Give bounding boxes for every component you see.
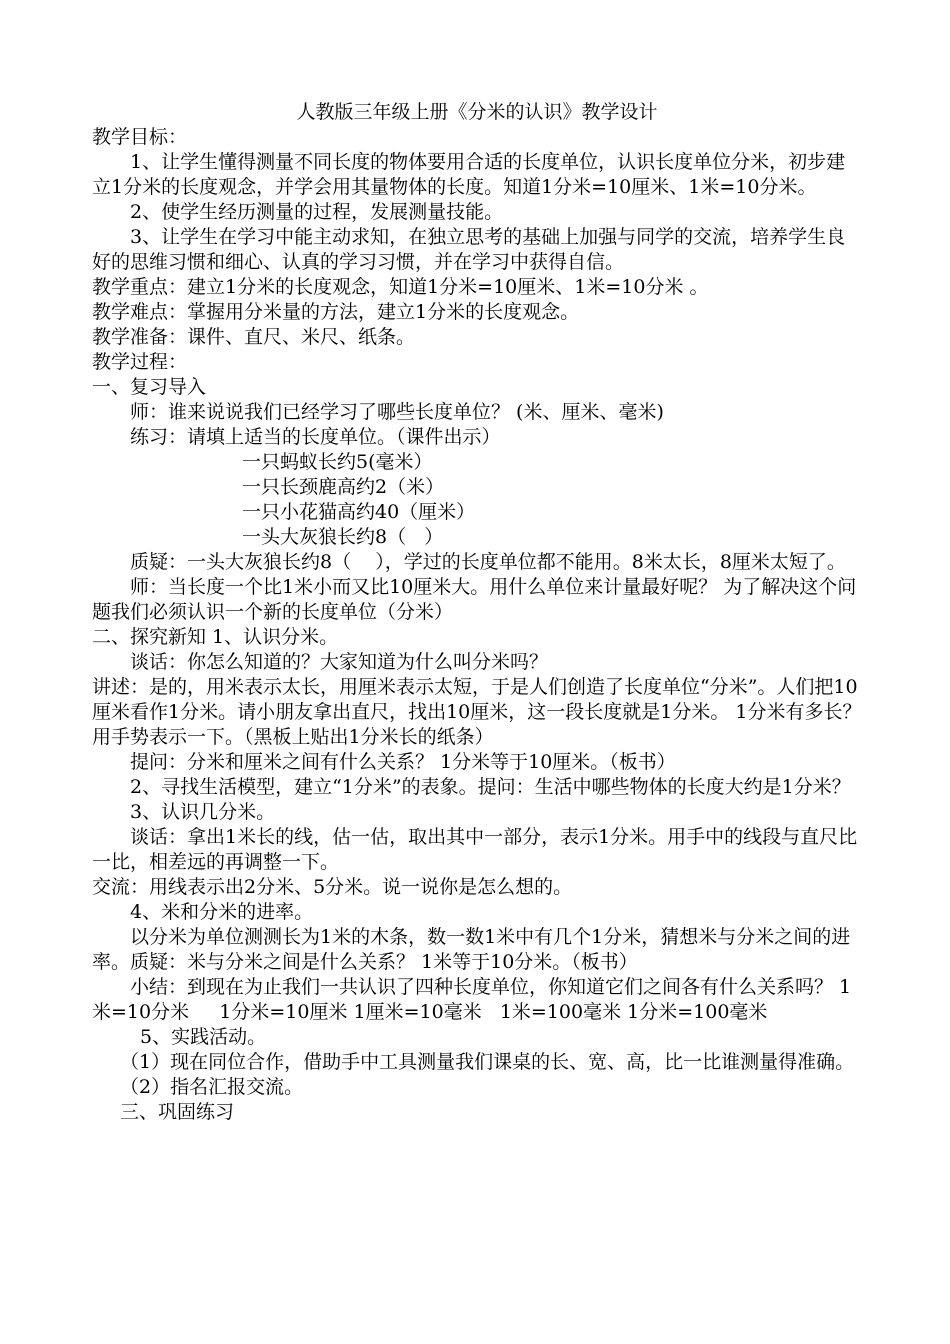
paragraph: 5、实践活动。 — [140, 1026, 267, 1048]
paragraph: 4、米和分米的进率。 — [130, 901, 314, 923]
paragraph: 谈话：你怎么知道的？大家知道为什么叫分米吗？ — [130, 651, 549, 673]
paragraph: 2、使学生经历测量的过程，发展测量技能。 — [130, 201, 504, 223]
paragraph: 教学难点：掌握用分米量的方法，建立1分米的长度观念。 — [92, 301, 580, 323]
paragraph: 师：谁来说说我们已经学习了哪些长度单位？ (米、厘米、毫米) — [130, 401, 664, 423]
paragraph: 2、寻找生活模型，建立“1分米”的表象。提问：生活中哪些物体的长度大约是1分米？ — [130, 776, 851, 798]
paragraph: （2）指名汇报交流。 — [120, 1076, 304, 1098]
section-heading: 三、巩固练习 — [120, 1101, 235, 1123]
document-title: 人教版三年级上册《分米的认识》教学设计 — [296, 101, 658, 123]
paragraph: 练习：请填上适当的长度单位。（课件出示） — [130, 426, 501, 448]
exercise-line: 一只小花猫高约40（厘米） — [242, 501, 476, 523]
paragraph: 教学准备：课件、直尺、米尺、纸条。 — [92, 326, 416, 348]
paragraph: 质疑：一头大灰狼长约8（ ），学过的长度单位都不能用。8米太长，8厘米太短了。 — [130, 551, 846, 573]
section-heading: 教学目标： — [92, 126, 188, 148]
paragraph: 小结：到现在为止我们一共认识了四种长度单位，你知道它们之间各有什么关系吗？ 1米=10分米 1分米=10厘米 1厘米=10毫米 1米=100毫米 1分米=100毫米 — [92, 976, 852, 1023]
paragraph: 3、让学生在学习中能主动求知，在独立思考的基础上加强与同学的交流，培养学生良好的思维习惯和细心、认真的学习习惯，并在学习中获得自信。 — [92, 226, 846, 273]
paragraph: 提问：分米和厘米之间有什么关系？ 1分米等于10厘米。（板书） — [130, 751, 676, 773]
exercise-line: 一头大灰狼长约8（ ） — [242, 526, 444, 548]
paragraph: 交流：用线表示出2分米、5分米。说一说你是怎么想的。 — [92, 876, 573, 898]
exercise-line: 一只长颈鹿高约2（米） — [242, 476, 445, 498]
section-heading: 一、复习导入 — [92, 376, 207, 398]
document-page — [92, 100, 862, 1125]
paragraph: （1）现在同位合作，借助手中工具测量我们课桌的长、宽、高，比一比谁测量得准确。 — [120, 1051, 855, 1073]
section-heading: 教学过程： — [92, 351, 188, 373]
paragraph: 教学重点：建立1分米的长度观念，知道1分米=10厘米、1米=10分米 。 — [92, 276, 709, 298]
exercise-line: 一只蚂蚁长约5(毫米） — [242, 451, 433, 473]
paragraph: 3、认识几分米。 — [130, 801, 276, 823]
paragraph: 以分米为单位测测长为1米的木条，数一数1米中有几个1分米，猜想米与分米之间的进率。质疑：米与分米之间是什么关系？ 1米等于10分米。（板书） — [92, 926, 851, 973]
paragraph: 谈话：拿出1米长的线，估一估，取出其中一部分，表示1分米。用手中的线段与直尺比一比，相差远的再调整一下。 — [92, 826, 858, 873]
paragraph: 1、让学生懂得测量不同长度的物体要用合适的长度单位，认识长度单位分米，初步建立1分米的长度观念，并学会用其量物体的长度。知道1分米=10厘米、1米=10分米。 — [92, 151, 846, 198]
paragraph: 师：当长度一个比1米小而又比10厘米大。用什么单位来计量最好呢？ 为了解决这个问题我们必须认识一个新的长度单位（分米） — [92, 576, 857, 623]
paragraph: 讲述：是的，用米表示太长，用厘米表示太短，于是人们创造了长度单位“分米”。人们把10厘米看作1分米。请小朋友拿出直尺，找出10厘米，这一段长度就是1分米。 1分米有多长？用手势表示一下。（黑板上贴出1分米长的纸条） — [92, 676, 862, 748]
section-heading: 二、探究新知 1、认识分米。 — [92, 626, 339, 648]
